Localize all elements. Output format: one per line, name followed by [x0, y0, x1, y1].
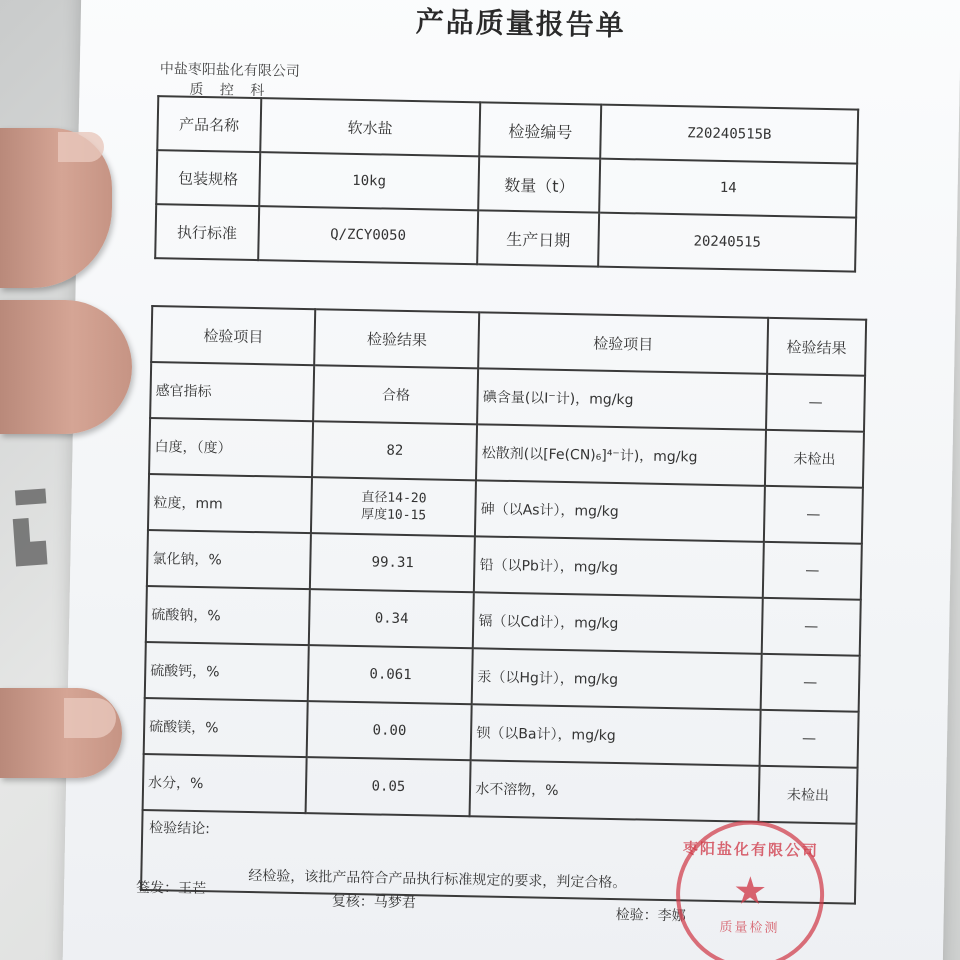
item-cadmium: 镉（以Cd计），mg/kg [473, 592, 763, 654]
item-barium: 钡（以Ba计），mg/kg [471, 704, 761, 766]
reviewer-signature: 复核：马梦君 [331, 893, 417, 912]
result-calcium-sulfate: 0.061 [308, 645, 473, 704]
result-moisture: 0.05 [306, 757, 471, 816]
result-whiteness: 82 [312, 421, 477, 480]
product-info-table [154, 95, 859, 272]
inspection-results-table [140, 305, 867, 905]
item-iodine: 碘含量(以I⁻计)，mg/kg [477, 368, 767, 430]
thumb [0, 688, 122, 778]
result-sodium-chloride: 99.31 [310, 533, 475, 592]
company-name: 中盐枣阳盐化有限公司 [159, 61, 300, 80]
finger-middle [0, 300, 132, 434]
seal-subtext: 质量检测 [719, 920, 780, 937]
result-insoluble: 未检出 [758, 766, 857, 824]
seal-text: 枣阳盐化有限公司 [682, 839, 820, 860]
package-value: 10kg [259, 152, 479, 210]
header-item-1: 检验项目 [151, 306, 315, 365]
result-arsenic: — [764, 486, 863, 544]
result-mercury: — [761, 654, 860, 712]
production-date-value: 20240515 [598, 213, 856, 272]
conclusion-text: 经检验，该批产品符合产品执行标准规定的要求，判定合格。 [248, 868, 627, 892]
result-anticaking: 未检出 [765, 430, 864, 488]
granularity-thickness: 厚度10-15 [360, 507, 427, 524]
inspection-no-value: Z20240515B [600, 105, 858, 164]
quantity-value: 14 [599, 159, 857, 218]
quality-report-sheet [62, 0, 960, 960]
item-whiteness: 白度，（度） [149, 418, 313, 477]
result-cadmium: — [762, 598, 861, 656]
inspector-signature: 检验：李娜 [615, 907, 686, 925]
item-sodium-sulfate: 硫酸钠，% [146, 586, 310, 645]
item-sensory: 感官指标 [150, 362, 314, 421]
item-moisture: 水分，% [143, 754, 307, 813]
product-name-label: 产品名称 [157, 96, 261, 152]
seal-star-icon: ★ [732, 868, 768, 913]
granularity-diameter: 直径14-20 [361, 490, 427, 507]
item-mercury: 汞（以Hg计），mg/kg [472, 648, 762, 710]
result-sodium-sulfate: 0.34 [309, 589, 474, 648]
item-magnesium-sulfate: 硫酸镁，% [144, 698, 308, 757]
issuer-signature: 签发：王芒 [135, 879, 207, 898]
item-calcium-sulfate: 硫酸钙，% [145, 642, 309, 701]
thumbnail [64, 698, 116, 738]
result-lead: — [763, 542, 862, 600]
product-name-value: 软水盐 [260, 98, 480, 156]
result-sensory: 合格 [314, 365, 479, 424]
item-insoluble: 水不溶物，% [470, 760, 760, 822]
header-item-2: 检验项目 [478, 312, 768, 374]
production-date-label: 生产日期 [477, 210, 599, 266]
item-arsenic: 砷（以As计），mg/kg [475, 480, 765, 542]
document-title: 产品质量报告单 [415, 5, 627, 43]
result-iodine: — [766, 374, 865, 432]
result-barium: — [760, 710, 859, 768]
header-result-1: 检验结果 [315, 309, 480, 368]
result-magnesium-sulfate: 0.00 [307, 701, 472, 760]
item-sodium-chloride: 氯化钠，% [147, 530, 311, 589]
company-seal [675, 819, 826, 960]
inspection-no-label: 检验编号 [479, 102, 601, 158]
department-name: 质 控 科 [189, 81, 271, 100]
background-sack: ▬ ▙ [9, 470, 51, 567]
standard-value: Q/ZCY0050 [258, 206, 478, 264]
result-granularity [311, 477, 476, 536]
standard-label: 执行标准 [155, 204, 259, 260]
quantity-label: 数量（t） [478, 156, 600, 212]
item-lead: 铅（以Pb计），mg/kg [474, 536, 764, 598]
header-result-2: 检验结果 [767, 318, 866, 376]
package-label: 包装规格 [156, 150, 260, 206]
item-anticaking: 松散剂(以[Fe(CN)₆]⁴⁻计)，mg/kg [476, 424, 766, 486]
item-granularity: 粒度，mm [148, 474, 312, 533]
conclusion-label: 检验结论: [149, 820, 211, 838]
fingernail [58, 132, 104, 162]
